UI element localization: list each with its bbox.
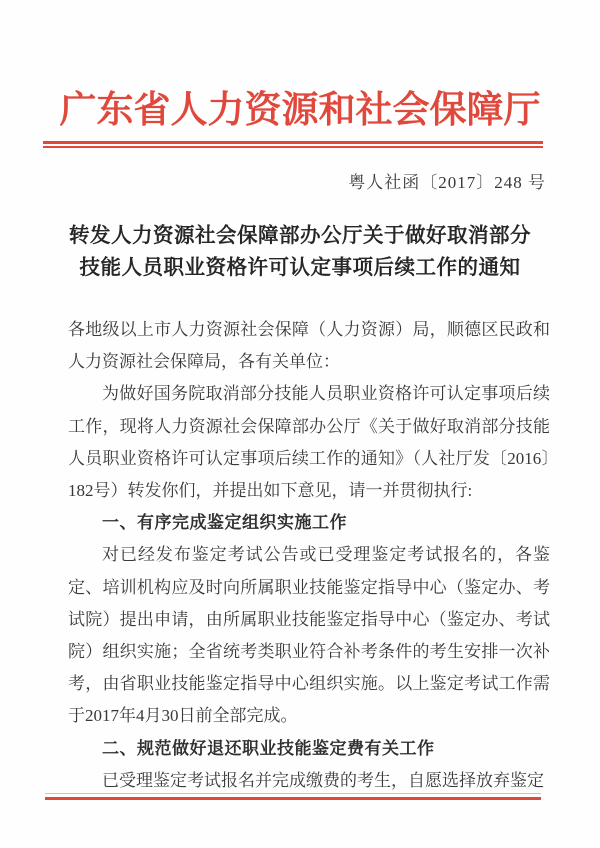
page-footer-rule — [45, 793, 541, 800]
agency-letterhead-title: 广东省人力资源和社会保障厅 — [59, 90, 541, 131]
forward-paragraph: 为做好国务院取消部分技能人员职业资格许可认定事项后续工作，现将人力资源社会保障部办公厅《关于做好取消部分技能人员职业资格许可认定事项后续工作的通知》（人社厅发〔2016〕182号）转发你们，并提出如下意见，请一并贯彻执行: — [68, 384, 550, 501]
document-title — [0, 220, 600, 284]
section-1-paragraph: 对已经发布鉴定考试公告或已受理鉴定考试报名的，各鉴定、培训机构应及时向所属职业技能鉴定指导中心（鉴定办、考试院）提出申请，由所属职业技能鉴定指导中心（鉴定办、考试院）组织实施；全省统考类职业符合补考条件的考生安排一次补考，由省职业技能鉴定指导中心组织实施。以上鉴定考试工作需于2017年4月30日前全部完成。 — [68, 545, 550, 726]
document-title-line-2: 技能人员职业资格许可认定事项后续工作的通知 — [79, 257, 521, 279]
document-body — [68, 314, 550, 797]
section-2-paragraph: 已受理鉴定考试报名并完成缴费的考生，自愿选择放弃鉴定 — [102, 770, 544, 790]
letterhead-divider-rule — [43, 141, 543, 148]
salutation-paragraph: 各地级以上市人力资源社会保障（人力资源）局，顺德区民政和人力资源社会保障局，各有关单位： — [68, 320, 550, 372]
section-2-heading: 二、规范做好退还职业技能鉴定费有关工作 — [102, 738, 435, 758]
document-title-line-1: 转发人力资源社会保障部办公厅关于做好取消部分 — [69, 225, 531, 247]
document-reference-number: 粤人社函〔2017〕248 号 — [348, 173, 546, 192]
section-1-heading: 一、有序完成鉴定组织实施工作 — [102, 513, 347, 533]
